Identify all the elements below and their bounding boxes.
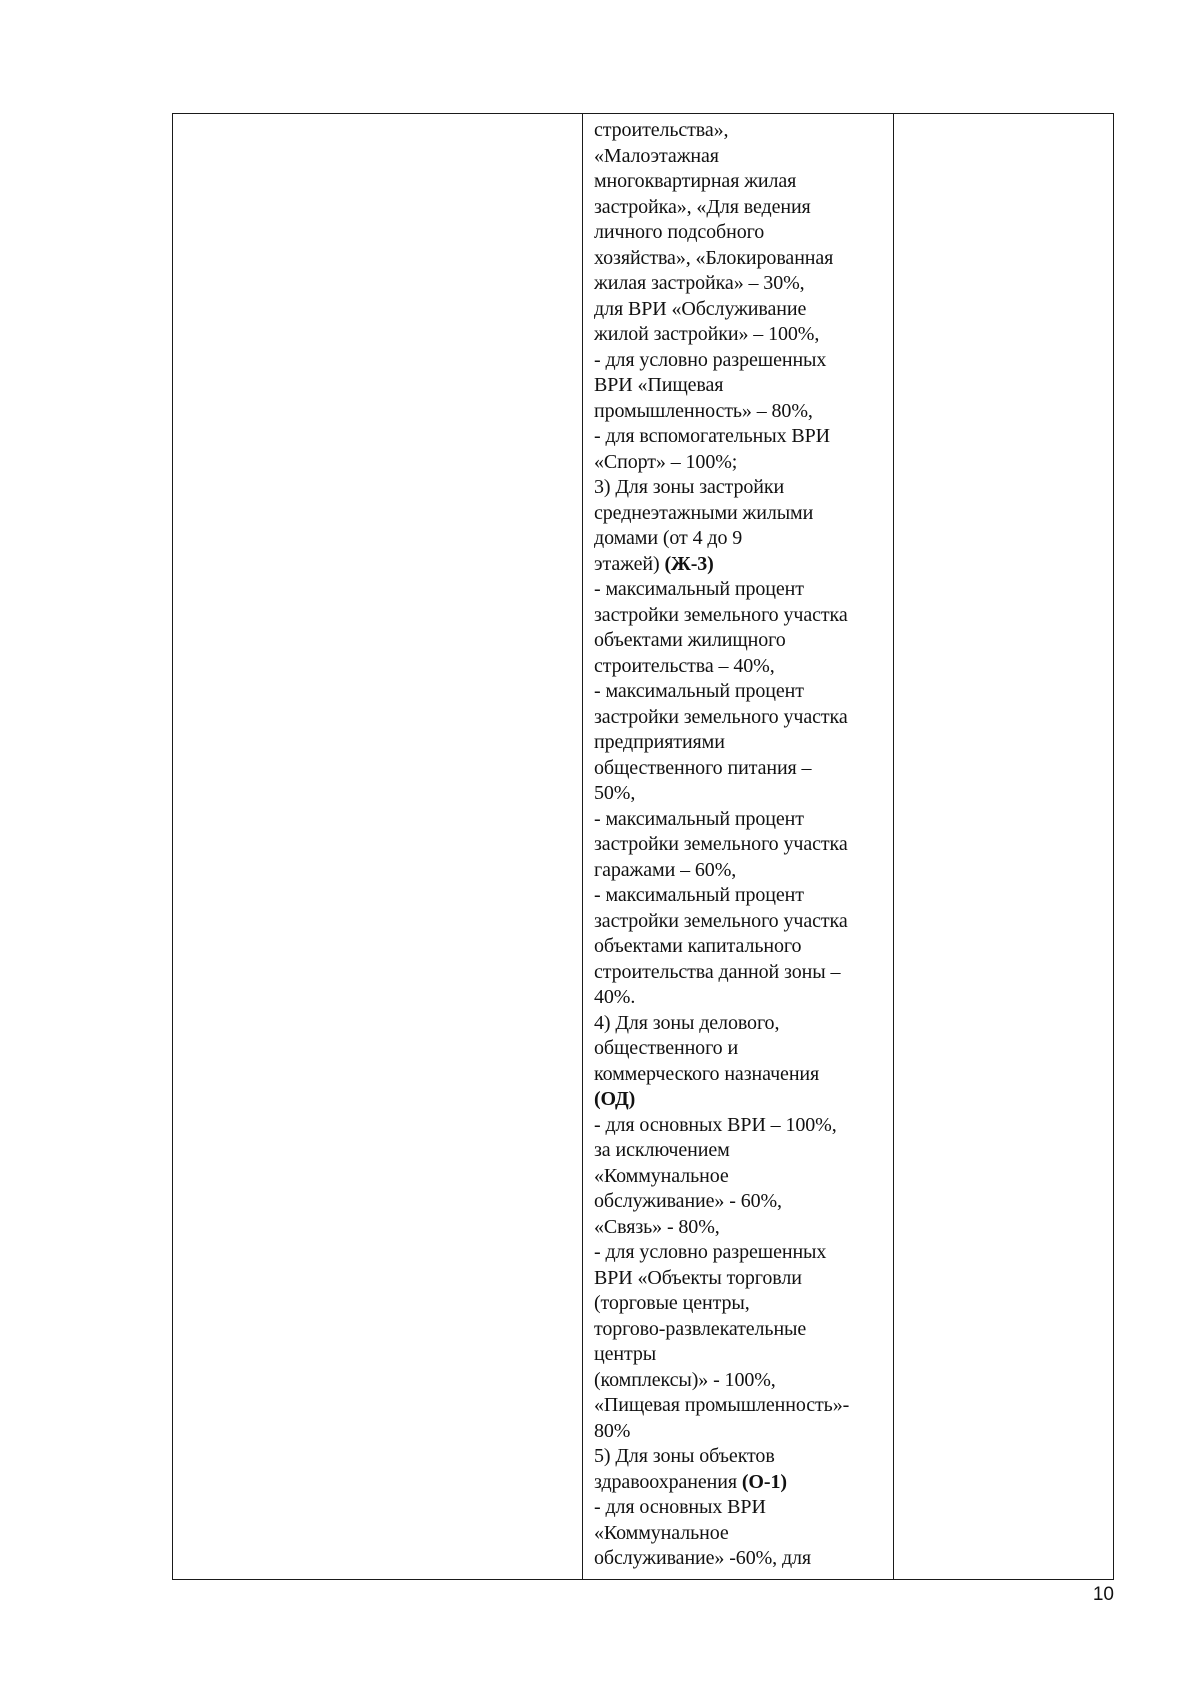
text-line-regular: 4) Для зоны делового, [594, 1011, 780, 1034]
text-line [594, 883, 893, 909]
text-line-regular: личного подсобного [594, 221, 765, 243]
text-line [594, 144, 893, 170]
text-line-regular: 50%, [594, 782, 636, 804]
text-line-regular: жилая застройка» – 30%, [594, 272, 805, 294]
text-line [594, 220, 893, 246]
text-line-regular: 80% [594, 1419, 631, 1442]
text-line [594, 1189, 893, 1215]
text-line [594, 1368, 893, 1394]
text-line-regular: «Малоэтажная [594, 144, 719, 167]
text-line [594, 169, 893, 195]
text-line [594, 348, 893, 374]
text-line [594, 1240, 893, 1266]
regulations-table [172, 113, 1114, 1580]
text-line-bold: (О-1) [741, 1470, 787, 1493]
text-line-regular: - максимальный процент [594, 578, 804, 600]
text-line [594, 246, 893, 272]
text-line-regular: торгово-развлекательные [594, 1317, 807, 1340]
text-line-regular: 5) Для зоны объектов [594, 1445, 775, 1467]
text-line [594, 909, 893, 935]
text-line-regular: жилой застройки» – 100%, [594, 323, 820, 345]
text-line [594, 756, 893, 782]
text-line-regular: обслуживание» - 60%, [594, 1190, 782, 1212]
table-cell-middle [583, 114, 894, 1579]
page-number: 10 [1092, 1584, 1114, 1605]
text-line-regular: промышленность» – 80%, [594, 399, 813, 422]
table-cell-left [173, 114, 583, 1579]
text-line [594, 1036, 893, 1062]
text-line-regular: - для вспомогательных ВРИ [594, 425, 831, 447]
text-line-regular: «Коммунальное [594, 1164, 729, 1187]
table-cell-right [894, 114, 1113, 1579]
text-line [594, 1215, 893, 1241]
text-line [594, 807, 893, 833]
text-line [594, 526, 893, 552]
text-line-regular: «Связь» - 80%, [594, 1215, 720, 1238]
text-line-regular: гаражами – 60%, [594, 858, 737, 881]
text-line [594, 960, 893, 986]
text-line [594, 1087, 893, 1113]
text-line [594, 603, 893, 629]
text-line-regular: обслуживание» -60%, для [594, 1547, 812, 1569]
text-line-regular: застройки земельного участка [594, 833, 848, 855]
text-line-regular: объектами капитального [594, 935, 802, 957]
text-line-regular: «Пищевая промышленность»- [594, 1394, 850, 1416]
text-line [594, 1317, 893, 1343]
text-line [594, 1113, 893, 1139]
text-line-regular: - максимальный процент [594, 807, 804, 830]
text-line [594, 195, 893, 221]
text-line-regular: центры [594, 1343, 657, 1365]
text-line-regular: «Коммунальное [594, 1521, 729, 1544]
text-line-regular: многоквартирная жилая [594, 170, 797, 192]
text-line [594, 654, 893, 680]
text-line [594, 475, 893, 501]
text-line [594, 1546, 893, 1572]
text-line-regular: коммерческого назначения [594, 1062, 820, 1085]
text-line [594, 628, 893, 654]
text-line-regular: здравоохранения [594, 1470, 742, 1493]
text-line [594, 832, 893, 858]
text-line-regular: - для условно разрешенных [594, 348, 827, 371]
text-line [594, 322, 893, 348]
text-line-regular: застройки земельного участка [594, 909, 848, 932]
text-line-regular: - максимальный процент [594, 680, 804, 702]
text-line [594, 1419, 893, 1445]
text-line-regular: «Спорт» – 100%; [594, 450, 738, 473]
text-line-regular: объектами жилищного [594, 629, 786, 651]
text-line [594, 1521, 893, 1547]
text-line [594, 552, 893, 578]
text-line-regular: общественного и [594, 1037, 739, 1059]
text-line [594, 399, 893, 425]
text-line-regular: домами (от 4 до 9 [594, 527, 743, 549]
text-line-regular: среднеэтажными жилыми [594, 501, 814, 524]
text-line-regular: строительства», [594, 119, 729, 141]
text-line-regular: - для основных ВРИ – 100%, [594, 1113, 837, 1136]
text-line [594, 1470, 893, 1496]
text-line-regular: хозяйства», «Блокированная [594, 246, 834, 269]
text-line-regular: за исключением [594, 1139, 730, 1161]
text-line-regular: строительства данной зоны – [594, 960, 841, 983]
text-line [594, 781, 893, 807]
text-line-regular: - для условно разрешенных [594, 1241, 827, 1263]
text-line-regular: 3) Для зоны застройки [594, 476, 785, 498]
text-line [594, 1138, 893, 1164]
text-line-regular: общественного питания – [594, 756, 812, 779]
text-line-regular: строительства – 40%, [594, 654, 775, 677]
text-line [594, 1266, 893, 1292]
text-line-regular: этажей) [594, 552, 665, 575]
text-line [594, 450, 893, 476]
text-line [594, 1011, 893, 1037]
text-line-regular: ВРИ «Пищевая [594, 374, 724, 396]
text-line [594, 1444, 893, 1470]
text-line [594, 373, 893, 399]
text-line-regular: предприятиями [594, 731, 725, 753]
text-line [594, 679, 893, 705]
text-line [594, 577, 893, 603]
cell-text-lines [594, 118, 893, 1572]
text-line [594, 730, 893, 756]
text-line-bold: (ОД) [594, 1088, 636, 1110]
text-line [594, 1291, 893, 1317]
text-line [594, 1393, 893, 1419]
text-line [594, 297, 893, 323]
text-line-regular: (торговые центры, [594, 1292, 750, 1314]
text-line-regular: для ВРИ «Обслуживание [594, 297, 807, 320]
text-line-regular: застройки земельного участка [594, 705, 848, 728]
text-line [594, 858, 893, 884]
text-line-regular: - максимальный процент [594, 884, 804, 906]
text-line-regular: застройка», «Для ведения [594, 195, 811, 218]
text-line-bold: (Ж-3) [664, 552, 714, 575]
text-line-regular: 40%. [594, 986, 636, 1008]
text-line [594, 118, 893, 144]
text-line [594, 424, 893, 450]
text-line [594, 271, 893, 297]
text-line [594, 1164, 893, 1190]
text-line [594, 1342, 893, 1368]
text-line [594, 1062, 893, 1088]
text-line [594, 1495, 893, 1521]
text-line [594, 501, 893, 527]
text-line-regular: (комплексы)» - 100%, [594, 1368, 776, 1391]
text-line-regular: - для основных ВРИ [594, 1496, 766, 1518]
text-line [594, 985, 893, 1011]
text-line-regular: застройки земельного участка [594, 603, 848, 626]
text-line-regular: ВРИ «Объекты торговли [594, 1266, 802, 1289]
text-line [594, 934, 893, 960]
text-line [594, 705, 893, 731]
